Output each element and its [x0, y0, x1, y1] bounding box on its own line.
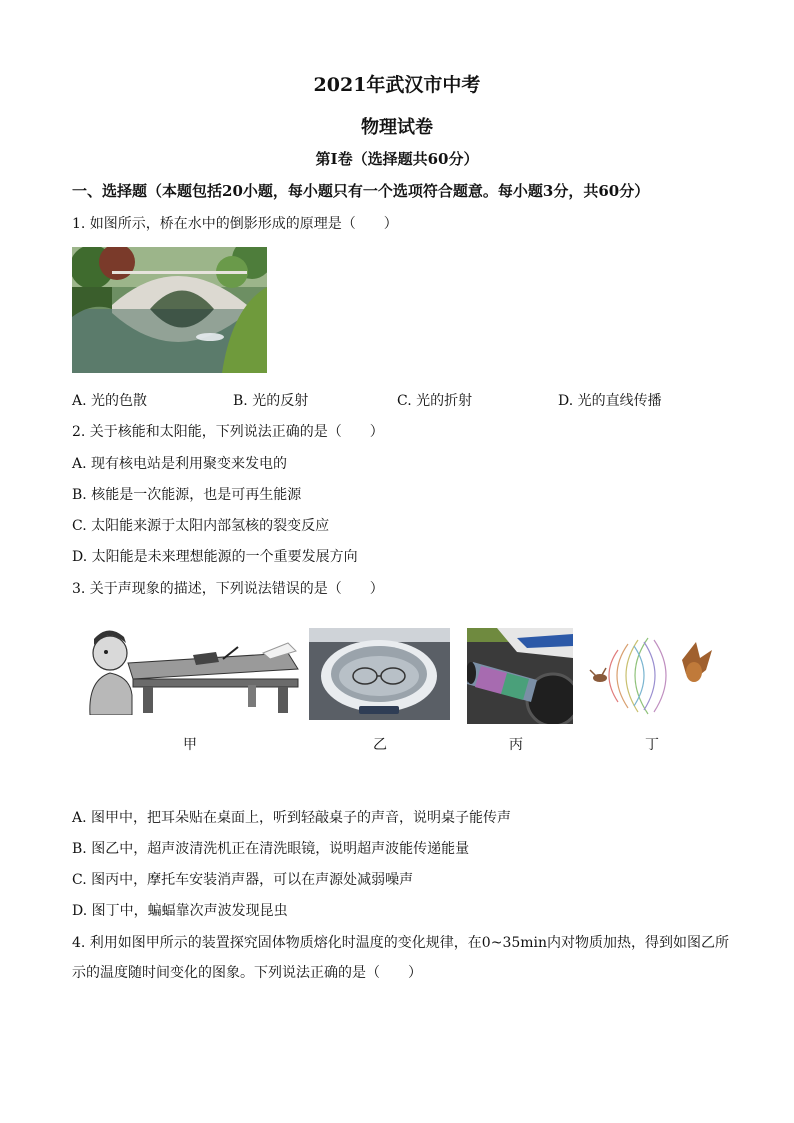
- q2-stem: 2. 关于核能和太阳能，下列说法正确的是（ ）: [72, 424, 384, 440]
- q2-option-a: A. 现有核电站是利用聚变来发电的: [72, 456, 288, 472]
- q4-stem-line2: 示的温度随时间变化的图象。下列说法正确的是（ ）: [72, 965, 422, 981]
- q2-option-c: C. 太阳能来源于太阳内部氢核的裂变反应: [72, 518, 330, 534]
- q3-label-bing: 丙: [509, 737, 523, 753]
- q3-label-jia: 甲: [183, 737, 197, 753]
- q3-label-yi: 乙: [373, 737, 387, 753]
- q3-figure-jia: [88, 625, 300, 715]
- q2-option-d: D. 太阳能是未来理想能源的一个重要发展方向: [72, 549, 358, 565]
- section-heading: 一、选择题（本题包括20小题，每小题只有一个选项符合题意。每小题3分，共60分）: [72, 182, 650, 200]
- volume-title: 第I卷（选择题共60分）: [315, 150, 479, 168]
- q3-option-c: C. 图丙中，摩托车安装消声器，可以在声源处减弱噪声: [72, 872, 414, 888]
- subject-title: 物理试卷: [361, 117, 433, 138]
- q3-figure-ding: [588, 630, 718, 720]
- exam-title: 2021年武汉市中考: [313, 74, 481, 96]
- q3-label-ding: 丁: [645, 737, 659, 753]
- q1-option-a: A. 光的色散: [72, 393, 148, 409]
- q1-stem: 1. 如图所示，桥在水中的倒影形成的原理是（ ）: [72, 216, 398, 232]
- q1-option-d: D. 光的直线传播: [558, 393, 662, 409]
- q3-figure-yi: [309, 628, 450, 720]
- q1-option-b: B. 光的反射: [233, 393, 309, 409]
- q1-option-c: C. 光的折射: [397, 393, 473, 409]
- q2-option-b: B. 核能是一次能源，也是可再生能源: [72, 487, 302, 503]
- q3-option-a: A. 图甲中，把耳朵贴在桌面上，听到轻敲桌子的声音，说明桌子能传声: [72, 810, 512, 826]
- q3-figure-bing: [467, 628, 573, 724]
- q1-bridge-photo: [72, 247, 267, 373]
- q4-stem-line1: 4. 利用如图甲所示的装置探究固体物质熔化时温度的变化规律，在0~35min内对物质加热，得到如图乙所: [72, 935, 730, 951]
- q3-option-b: B. 图乙中，超声波清洗机正在清洗眼镜，说明超声波能传递能量: [72, 841, 470, 857]
- q3-option-d: D. 图丁中，蝙蝠靠次声波发现昆虫: [72, 903, 288, 919]
- q3-stem: 3. 关于声现象的描述，下列说法错误的是（ ）: [72, 581, 384, 597]
